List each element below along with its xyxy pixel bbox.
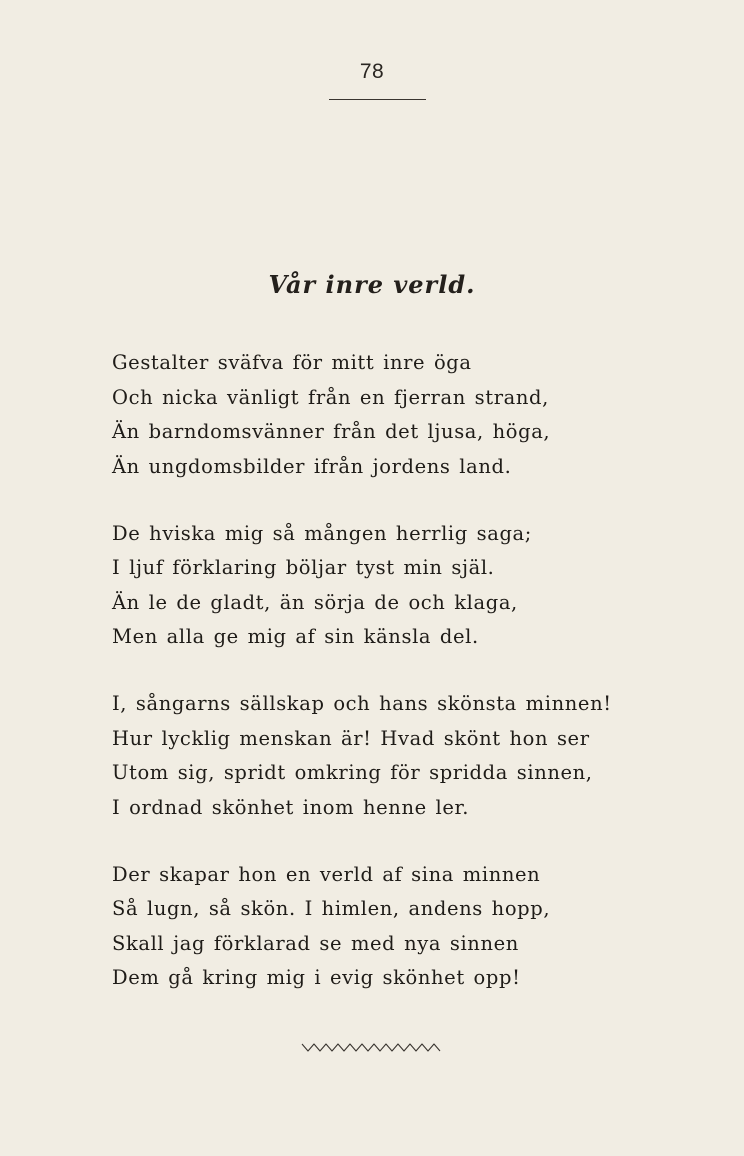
poem-line: I ljuf förklaring böljar tyst min själ. bbox=[112, 556, 495, 579]
poem-line: Utom sig, spridt omkring för spridda sinnen, bbox=[112, 761, 593, 784]
poem-line: Skall jag förklarad se med nya sinnen bbox=[112, 931, 519, 955]
poem-line: De hviska mig så mången herrlig saga; bbox=[112, 521, 532, 545]
header-rule bbox=[329, 99, 426, 100]
poem-line: Än barndomsvänner från det ljusa, höga, bbox=[112, 420, 551, 443]
stanza-3 bbox=[112, 687, 732, 825]
poem-line: Än ungdomsbilder ifrån jordens land. bbox=[112, 454, 512, 478]
page-number: 78 bbox=[359, 60, 385, 83]
poem-line: Der skapar hon en verld af sina minnen bbox=[112, 862, 541, 886]
wavy-line-ornament-icon bbox=[300, 1040, 444, 1054]
poem-body bbox=[112, 346, 732, 1028]
poem-line: Dem gå kring mig i evig skönhet opp! bbox=[112, 966, 521, 989]
poem-line: I, sångarns sällskap och hans skönsta minnen! bbox=[112, 692, 612, 715]
poem-line: Än le de gladt, än sörja de och klaga, bbox=[112, 590, 518, 614]
poem-line: Men alla ge mig af sin känsla del. bbox=[112, 625, 479, 648]
poem-line: Så lugn, så skön. I himlen, andens hopp, bbox=[112, 897, 551, 920]
stanza-1 bbox=[112, 346, 732, 484]
stanza-4 bbox=[112, 858, 732, 996]
poem-line: Gestalter sväfva för mitt inre öga bbox=[112, 351, 472, 374]
stanza-2 bbox=[112, 517, 732, 655]
poem-line: Hur lycklig menskan är! Hvad skönt hon ser bbox=[112, 726, 590, 750]
poem-title: Vår inre verld. bbox=[268, 270, 476, 299]
poem-line: I ordnad skönhet inom henne ler. bbox=[112, 795, 470, 819]
poem-line: Och nicka vänligt från en fjerran strand, bbox=[112, 385, 549, 409]
